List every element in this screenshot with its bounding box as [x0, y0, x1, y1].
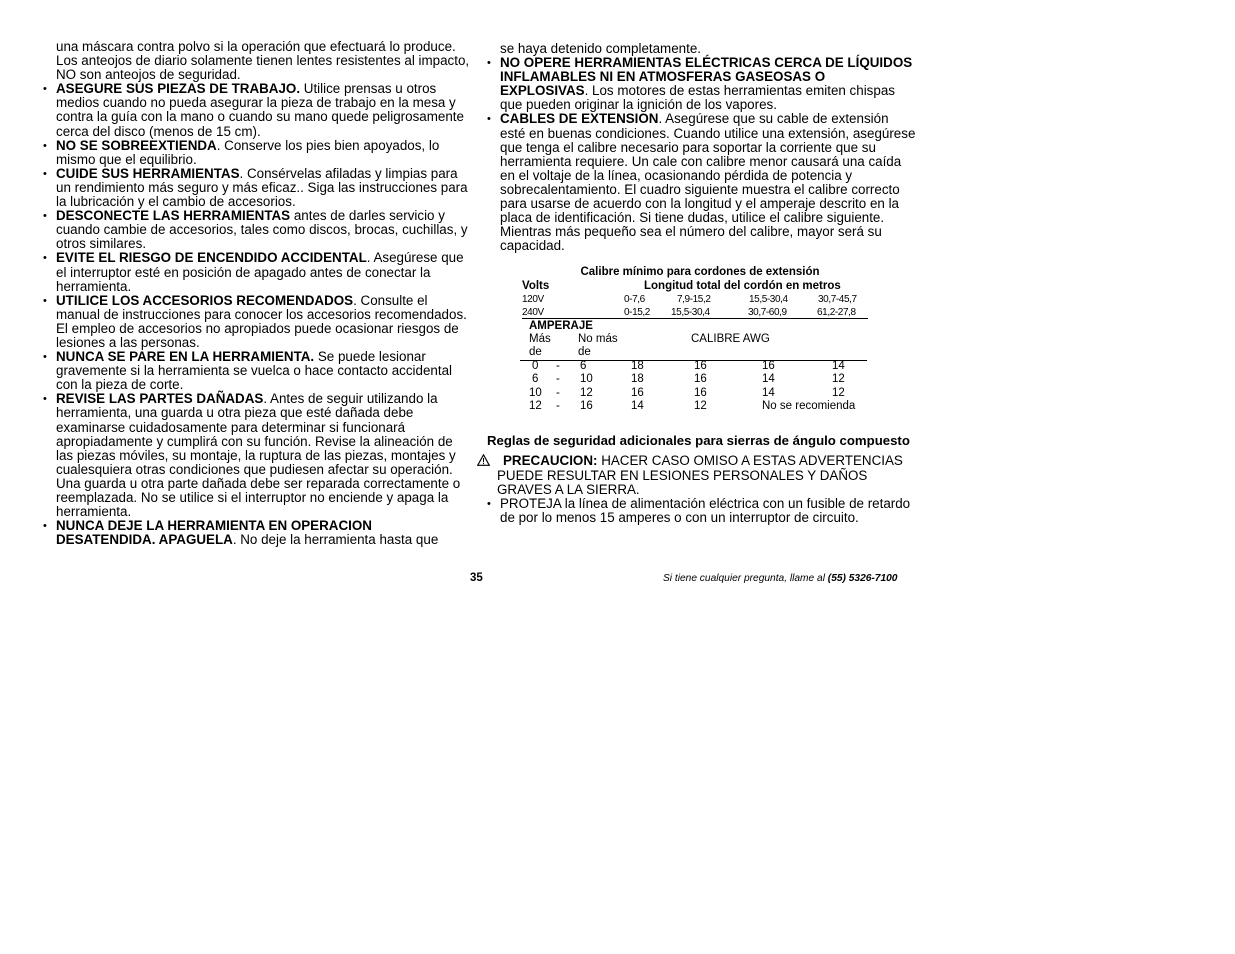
table-row [520, 360, 870, 374]
warning-triangle-icon [487, 454, 500, 466]
right-intro-paragraph: se haya detenido completamente. [500, 41, 701, 56]
bullet-dot: • [43, 167, 47, 180]
amp-dash: - [556, 400, 560, 413]
table-row [520, 387, 870, 401]
bullet-text: PROTEJA la línea de alimentación eléctrica con un fusible de retardo de por lo menos 15 amperes o con un interruptor de circuito. [500, 495, 911, 525]
gauge-value: 18 [631, 359, 644, 372]
bullet-dot: • [43, 351, 47, 364]
length-label: Longitud total del cordón en metros [644, 279, 841, 292]
gauge-value: 16 [631, 386, 644, 399]
bullet-item [487, 112, 917, 253]
bullet-dot: • [43, 252, 47, 265]
amperage-label: AMPERAJE [529, 319, 593, 332]
amp-dash: - [556, 386, 560, 399]
amp-from: 10 [529, 386, 542, 399]
length-range: 0-7,6 [624, 293, 645, 305]
bullet-item [43, 294, 471, 350]
table-header [520, 280, 870, 293]
bullet-dot: • [43, 393, 47, 406]
left-column [43, 40, 471, 547]
amp-from: 0 [532, 359, 539, 372]
length-range: 15,5-30,4 [749, 293, 788, 305]
gauge-value: 16 [762, 359, 775, 372]
footer-note [663, 573, 897, 584]
bullet-lead: ASEGURE SUS PIEZAS DE TRABAJO. [56, 81, 301, 97]
voltage-row [520, 306, 870, 320]
amp-to: 10 [580, 373, 593, 386]
bullet-lead: CUIDE SUS HERRAMIENTAS [56, 165, 240, 181]
caution-lead: PRECAUCION: [503, 453, 598, 469]
caution-paragraph [487, 454, 917, 496]
bullet-item [43, 251, 471, 293]
gauge-value: 18 [631, 373, 644, 386]
bullet-item [43, 139, 471, 167]
bullet-lead: NO OPERE HERRAMIENTAS ELÉCTRICAS CERCA DE LÍQUIDOS INFLAMABLES NI EN ATMOSFERAS GASEOSAS O EXPLOSIVAS [500, 55, 913, 99]
bullet-dot: • [43, 210, 47, 223]
bullet-dot: • [43, 139, 47, 152]
voltage-value: 120V [522, 293, 544, 305]
bullet-text: antes de darles servicio y cuando cambie de accesorios, tales como discos, brocas, cuchillas, y otros similares. [56, 208, 468, 252]
gauge-value: 14 [762, 386, 775, 399]
bullet-lead: NUNCA SE PARE EN LA HERRAMIENTA. [56, 349, 315, 365]
bullet-lead: UTILICE LOS ACCESORIOS RECOMENDADOS [56, 292, 354, 308]
bullet-dot: • [43, 294, 47, 307]
page-number: 35 [470, 572, 483, 584]
amp-dash: - [556, 359, 560, 372]
bullet-lead: REVISE LAS PARTES DAÑADAS [56, 391, 264, 407]
caution-text: HACER CASO OMISO A ESTAS ADVERTENCIAS PUEDE RESULTAR EN LESIONES PERSONALES Y DAÑOS GRAVES A LA SIERRA. [497, 453, 903, 497]
volts-label: Volts [522, 279, 550, 292]
bullet-lead: NUNCA DEJE LA HERRAMIENTA EN OPERACION DESATENDIDA. APAGUELA [56, 518, 372, 548]
bullet-item [487, 56, 917, 112]
amp-to: 6 [580, 359, 587, 372]
amperage-subheader [520, 346, 870, 360]
bullet-item [43, 519, 471, 547]
bullet-text: . Consérvelas afiladas y limpias para un rendimiento más seguro y más eficaz.. Siga las instrucciones para la lubricación y el cambio de accesorios. [56, 165, 468, 210]
table-title: Calibre mínimo para cordones de extensión [580, 266, 820, 279]
table-row [520, 373, 870, 387]
length-range: 7,9-15,2 [677, 293, 711, 305]
bullet-text: Utilice prensas u otros medios cuando no pueda asegurar la pieza de trabajo en la mesa y contra la guía con la mano o cuando su mano quede peligrosamente cerca del disco (menos de 15 cm). [56, 81, 464, 139]
de-label: de [529, 346, 542, 359]
bullet-text: . Asegúrese que el interruptor esté en posición de apagado antes de conectar la herramienta. [56, 250, 464, 294]
calibre-label: CALIBRE AWG [691, 332, 770, 345]
left-intro-paragraph: una máscara contra polvo si la operación que efectuará lo produce. Los anteojos de diario solamente tienen lentes resistentes al impacto, NO son anteojos de seguridad. [56, 39, 470, 83]
gauge-value: 14 [832, 359, 845, 372]
voltage-row [520, 293, 870, 307]
amp-to: 16 [580, 400, 593, 413]
bullet-item [43, 167, 471, 209]
bullet-item [487, 497, 917, 525]
bullet-text: . No deje la herramienta hasta que [232, 532, 439, 548]
bullet-dot: • [43, 83, 47, 96]
gauge-value: 14 [762, 373, 775, 386]
bullet-text: . Consulte el manual de instrucciones para conocer los accesorios recomendados. El empleo de accesorios no apropiados puede ocasionar riesgos de lesiones a las personas. [56, 292, 467, 350]
length-range: 0-15,2 [624, 307, 650, 319]
bullet-text: . Los motores de estas herramientas emiten chispas que pueden originar la ignición de los vapores. [500, 83, 895, 113]
mas-label: Más [529, 332, 551, 345]
bullet-dot: • [487, 497, 491, 510]
amp-from: 12 [529, 400, 542, 413]
bullet-text: . Asegúrese que su cable de extensión esté en buenas condiciones. Cuando utilice una extensión, asegúrese que tenga el calibre necesario para soportar la corriente que su herramienta requiere. Un cale con calibre menor causará una caída en el voltaje de la línea, ocasionando pérdida de potencia y sobrecalentamiento. El cuadro siguiente muestra el calibre correcto para usarse de acuerdo con la longitud y el amperaje descrito en la placa de identificación. Si tiene dudas, utilice el calibre siguiente. Mientras más pequeño sea el número del calibre, mayor será su capacidad. [500, 111, 916, 254]
bullet-text: . Antes de seguir utilizando la herramienta, una guarda u otra pieza que esté dañada debe examinarse cuidadosamente para determinar si funcionará apropiadamente y cumplirá con su función. Revise la alineación de las piezas móviles, su montaje, la ruptura de las piezas, montajes y cualesquiera otras condiciones que pudiesen afectar su operación. Una guarda u otra parte dañada debe ser reparada correctamente o reemplazada. No se utilice si el interruptor no enciende y apaga la herramienta. [56, 391, 461, 520]
bullet-lead: NO SE SOBREEXTIENDA [56, 137, 217, 153]
length-range: 30,7-45,7 [818, 293, 857, 305]
bullet-text: . Conserve los pies bien apoyados, lo mismo que el equilibrio. [56, 137, 440, 167]
footer-note-text: Si tiene cualquier pregunta, llame al [663, 573, 828, 584]
gauge-value: 12 [694, 400, 707, 413]
nomas-label: No más [578, 332, 618, 345]
bullet-dot: • [487, 113, 491, 126]
gauge-value: No se recomienda [762, 400, 856, 413]
length-range: 30,7-60,9 [748, 307, 787, 319]
length-range: 61,2-27,8 [817, 307, 856, 319]
length-range: 15,5-30,4 [671, 307, 710, 319]
amperage-header [520, 320, 870, 333]
table-row [520, 400, 870, 414]
bullet-lead: CABLES DE EXTENSION [500, 111, 659, 127]
gauge-value: 16 [694, 373, 707, 386]
gauge-value: 16 [694, 359, 707, 372]
de-label: de [578, 346, 591, 359]
amperage-subheader [520, 333, 870, 347]
bullet-dot: • [43, 520, 47, 533]
amp-to: 12 [580, 386, 593, 399]
bullet-item [43, 350, 471, 392]
footer-phone: (55) 5326-7100 [827, 573, 898, 584]
gauge-value: 14 [631, 400, 644, 413]
voltage-value: 240V [522, 307, 544, 319]
extension-cord-table [520, 266, 870, 414]
right-column [487, 42, 917, 525]
amp-dash: - [556, 373, 560, 386]
bullet-dot: • [487, 57, 491, 70]
bullet-lead: DESCONECTE LAS HERRAMIENTAS [56, 208, 291, 224]
bullet-item [43, 209, 471, 251]
bullet-text: Se puede lesionar gravemente si la herramienta se vuelca o hace contacto accidental con la pieza de corte. [56, 349, 452, 393]
section-title: Reglas de seguridad adicionales para sierras de ángulo compuesto [487, 432, 910, 448]
bullet-item [43, 82, 471, 138]
bullet-lead: EVITE EL RIESGO DE ENCENDIDO ACCIDENTAL [56, 250, 367, 266]
gauge-value: 12 [832, 373, 845, 386]
bullet-item [43, 392, 471, 519]
gauge-value: 12 [832, 386, 845, 399]
gauge-value: 16 [694, 386, 707, 399]
amp-from: 6 [532, 373, 539, 386]
